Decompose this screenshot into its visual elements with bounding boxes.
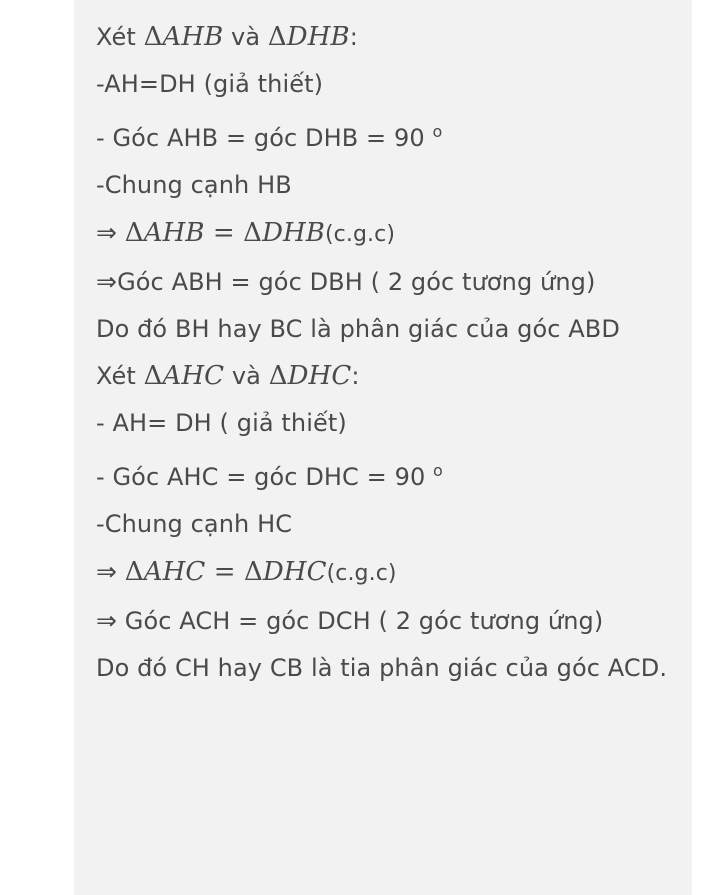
left-gutter bbox=[0, 0, 74, 895]
solution-line-10 bbox=[96, 447, 672, 501]
text-fragment: Góc ACH = góc DCH ( 2 góc tương ứng) bbox=[117, 607, 604, 635]
text-fragment: : bbox=[351, 362, 360, 390]
solution-line-2: -AH=DH (giả thiết) bbox=[96, 70, 324, 98]
implies-arrow-icon: ⇒ bbox=[96, 606, 118, 635]
solution-line-12 bbox=[96, 548, 672, 597]
solution-line-1 bbox=[96, 14, 672, 61]
text-fragment: Xét bbox=[96, 362, 144, 390]
text-fragment bbox=[117, 219, 125, 247]
solution-line-14: Do đó CH hay CB là tia phân giác của góc ACD. bbox=[96, 654, 668, 682]
math-triangle-dhc: ΔDHC bbox=[268, 361, 352, 391]
math-congruence-ahc-dhc: ΔAHC = ΔDHC bbox=[124, 557, 327, 587]
text-fragment: - Góc AHB = góc DHB = 90 bbox=[96, 124, 433, 152]
text-fragment: và bbox=[224, 362, 269, 390]
implies-arrow-icon: ⇒ bbox=[96, 557, 118, 586]
text-fragment: và bbox=[223, 23, 268, 51]
text-fragment: Xét bbox=[96, 23, 144, 51]
criterion-cgc: (c.g.c) bbox=[325, 222, 396, 247]
right-gutter bbox=[692, 0, 720, 895]
solution-card bbox=[74, 0, 692, 895]
math-triangle-dhb: ΔDHB bbox=[267, 22, 350, 52]
solution-line-11: -Chung cạnh HC bbox=[96, 510, 293, 538]
math-congruence-ahb-dhb: ΔAHB = ΔDHB bbox=[124, 218, 325, 248]
implies-arrow-icon: ⇒ bbox=[96, 218, 118, 247]
solution-line-8 bbox=[96, 353, 672, 400]
solution-line-3 bbox=[96, 108, 672, 162]
degree-symbol: o bbox=[432, 122, 443, 141]
implies-arrow-icon: ⇒ bbox=[96, 267, 118, 296]
solution-line-7: Do đó BH hay BC là phân giác của góc ABD bbox=[96, 315, 620, 343]
solution-line-13 bbox=[96, 597, 672, 645]
solution-line-6 bbox=[96, 258, 672, 306]
math-triangle-ahb: ΔAHB bbox=[143, 22, 224, 52]
solution-line-5 bbox=[96, 209, 672, 258]
solution-line-4: -Chung cạnh HB bbox=[96, 171, 292, 199]
degree-symbol: o bbox=[433, 461, 443, 480]
solution-line-9: - AH= DH ( giả thiết) bbox=[96, 409, 347, 437]
math-triangle-ahc: ΔAHC bbox=[143, 361, 225, 391]
text-fragment: Góc ABH = góc DBH ( 2 góc tương ứng) bbox=[117, 268, 596, 296]
text-fragment: - Góc AHC = góc DHC = 90 bbox=[96, 463, 434, 491]
text-fragment bbox=[117, 558, 125, 586]
text-fragment: : bbox=[349, 23, 358, 51]
criterion-cgc: (c.g.c) bbox=[326, 561, 397, 586]
